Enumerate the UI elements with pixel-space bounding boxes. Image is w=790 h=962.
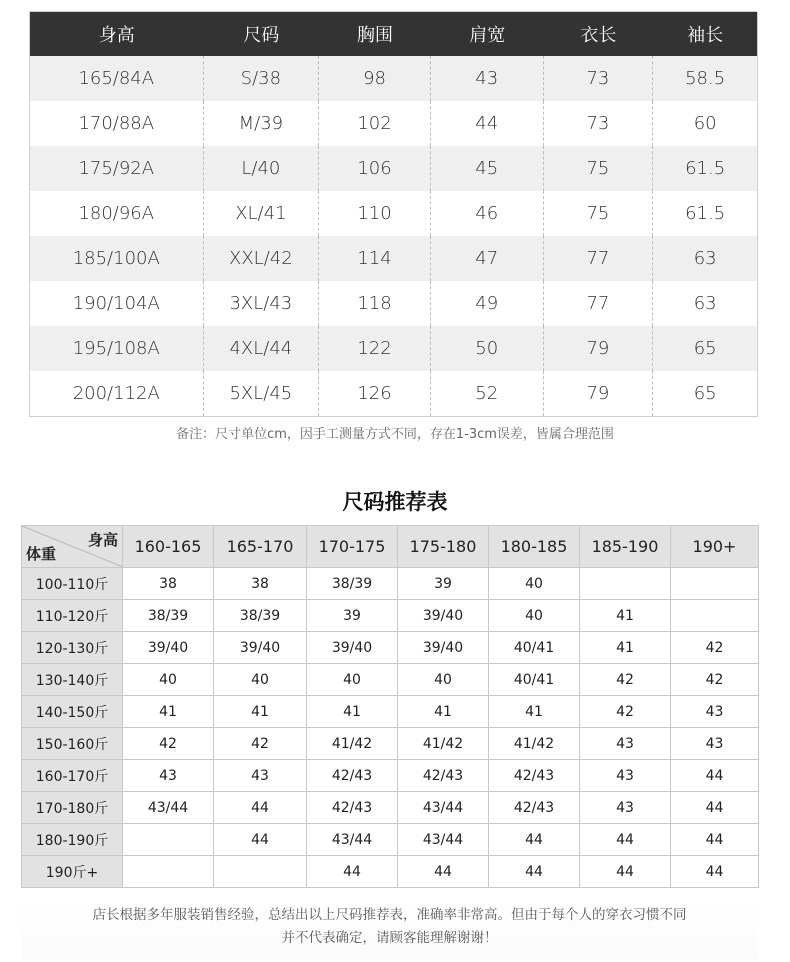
weight-row — [22, 728, 759, 760]
weight-range-label: 170-180斤 — [22, 792, 123, 824]
recommended-size-cell: 39/40 — [307, 632, 398, 664]
size-table-row — [30, 146, 757, 191]
recommended-size-cell: 41 — [489, 696, 580, 728]
recommended-size-cell: 40 — [307, 664, 398, 696]
cell-length: 73 — [544, 56, 654, 101]
cell-length: 79 — [544, 326, 654, 371]
cell-size: S/38 — [204, 56, 320, 101]
weight-range-label: 130-140斤 — [22, 664, 123, 696]
header-height: 身高 — [98, 25, 135, 46]
weight-row — [22, 696, 759, 728]
recommended-size-cell: 39/40 — [398, 632, 489, 664]
cell-height: 180/96A — [30, 191, 204, 236]
size-table-row — [30, 281, 757, 326]
recommended-size-cell: 39/40 — [214, 632, 307, 664]
cell-shoulder: 47 — [431, 236, 544, 281]
cell-size: XXL/42 — [204, 236, 320, 281]
size-table-row — [30, 101, 757, 146]
cell-size: 5XL/45 — [204, 371, 320, 416]
recommendation-title: 尺码推荐表 — [342, 490, 448, 514]
weight-range-label: 160-170斤 — [22, 760, 123, 792]
height-range-header: 160-165 — [123, 526, 214, 568]
cell-chest: 110 — [319, 191, 431, 236]
recommended-size-cell: 42 — [671, 632, 759, 664]
weight-range-label: 120-130斤 — [22, 632, 123, 664]
recommendation-header-row — [22, 526, 759, 568]
header-size: 尺码 — [243, 25, 280, 46]
height-range-header: 190+ — [671, 526, 759, 568]
recommended-size-cell — [671, 568, 759, 600]
cell-size: 4XL/44 — [204, 326, 320, 371]
recommended-size-cell: 43 — [580, 760, 671, 792]
recommended-size-cell: 42/43 — [398, 760, 489, 792]
size-table-row — [30, 56, 757, 101]
cell-sleeve: 58.5 — [685, 68, 726, 89]
cell-size: M/39 — [204, 101, 320, 146]
recommended-size-cell: 42/43 — [489, 760, 580, 792]
recommended-size-cell: 42 — [671, 664, 759, 696]
cell-size: 3XL/43 — [204, 281, 320, 326]
cell-chest: 126 — [319, 371, 431, 416]
height-range-header: 180-185 — [489, 526, 580, 568]
recommended-size-cell: 44 — [671, 856, 759, 888]
recommended-size-cell: 41 — [580, 600, 671, 632]
recommended-size-cell: 41 — [398, 696, 489, 728]
recommended-size-cell: 41 — [307, 696, 398, 728]
recommended-size-cell: 43 — [671, 728, 759, 760]
recommended-size-cell: 40 — [123, 664, 214, 696]
cell-shoulder: 50 — [431, 326, 544, 371]
recommended-size-cell: 40/41 — [489, 632, 580, 664]
cell-chest: 102 — [319, 101, 431, 146]
recommended-size-cell: 39 — [398, 568, 489, 600]
size-table-row — [30, 236, 757, 281]
corner-weight-label: 体重 — [26, 545, 57, 563]
recommended-size-cell: 42/43 — [307, 760, 398, 792]
size-table — [29, 11, 758, 417]
recommendation-body — [22, 568, 759, 888]
recommended-size-cell: 38 — [214, 568, 307, 600]
cell-height: 165/84A — [30, 56, 204, 101]
corner-cell — [22, 526, 123, 568]
recommended-size-cell: 43 — [580, 792, 671, 824]
recommended-size-cell: 41 — [123, 696, 214, 728]
recommended-size-cell: 41/42 — [398, 728, 489, 760]
cell-height: 170/88A — [30, 101, 204, 146]
weight-range-label: 180-190斤 — [22, 824, 123, 856]
recommended-size-cell: 42 — [580, 696, 671, 728]
cell-chest: 114 — [319, 236, 431, 281]
weight-row — [22, 632, 759, 664]
recommendation-table — [21, 525, 759, 888]
cell-chest: 106 — [319, 146, 431, 191]
size-table-row — [30, 191, 757, 236]
cell-sleeve: 61.5 — [685, 203, 726, 224]
size-table-row — [30, 371, 757, 416]
recommended-size-cell: 39 — [307, 600, 398, 632]
cell-length: 75 — [544, 146, 654, 191]
weight-row — [22, 568, 759, 600]
note-line-1: 店长根据多年服装销售经验，总结出以上尺码推荐表，准确率非常高。但由于每个人的穿衣习惯不同 — [92, 907, 687, 923]
recommendation-note — [21, 898, 758, 960]
recommended-size-cell — [580, 568, 671, 600]
cell-shoulder: 52 — [431, 371, 544, 416]
measurement-note: 备注：尺寸单位cm，因手工测量方式不同，存在1-3cm误差，皆属合理范围 — [176, 427, 614, 442]
weight-range-label: 150-160斤 — [22, 728, 123, 760]
recommended-size-cell: 41 — [214, 696, 307, 728]
header-sleeve: 袖长 — [687, 25, 724, 46]
cell-sleeve: 60 — [693, 113, 717, 134]
recommended-size-cell: 43 — [580, 728, 671, 760]
recommended-size-cell: 43 — [214, 760, 307, 792]
cell-size: L/40 — [204, 146, 320, 191]
cell-sleeve: 63 — [693, 293, 717, 314]
recommended-size-cell: 42 — [214, 728, 307, 760]
recommended-size-cell: 42 — [123, 728, 214, 760]
cell-length: 77 — [544, 281, 654, 326]
recommended-size-cell: 44 — [671, 760, 759, 792]
recommended-size-cell: 44 — [580, 824, 671, 856]
weight-range-label: 100-110斤 — [22, 568, 123, 600]
height-range-header: 165-170 — [214, 526, 307, 568]
recommended-size-cell: 44 — [671, 824, 759, 856]
size-table-body — [30, 56, 757, 416]
height-range-header: 185-190 — [580, 526, 671, 568]
recommended-size-cell: 44 — [671, 792, 759, 824]
recommended-size-cell: 40 — [398, 664, 489, 696]
recommended-size-cell: 44 — [214, 792, 307, 824]
recommended-size-cell: 42/43 — [489, 792, 580, 824]
recommended-size-cell: 40 — [489, 568, 580, 600]
recommended-size-cell: 43/44 — [398, 792, 489, 824]
recommended-size-cell: 43 — [671, 696, 759, 728]
cell-size: XL/41 — [204, 191, 320, 236]
cell-sleeve: 65 — [693, 338, 717, 359]
weight-row — [22, 824, 759, 856]
note-line-2: 并不代表确定，请顾客能理解谢谢！ — [281, 930, 498, 946]
cell-height: 175/92A — [30, 146, 204, 191]
weight-row — [22, 760, 759, 792]
cell-chest: 122 — [319, 326, 431, 371]
cell-sleeve: 61.5 — [685, 158, 726, 179]
recommended-size-cell: 38 — [123, 568, 214, 600]
weight-row — [22, 792, 759, 824]
cell-shoulder: 46 — [431, 191, 544, 236]
recommended-size-cell: 44 — [398, 856, 489, 888]
recommended-size-cell: 40 — [214, 664, 307, 696]
cell-height: 195/108A — [30, 326, 204, 371]
header-chest: 胸围 — [357, 25, 394, 46]
recommended-size-cell: 38/39 — [123, 600, 214, 632]
recommended-size-cell: 40/41 — [489, 664, 580, 696]
recommended-size-cell — [214, 856, 307, 888]
recommended-size-cell: 44 — [489, 856, 580, 888]
recommended-size-cell: 42 — [580, 664, 671, 696]
weight-row — [22, 856, 759, 888]
recommended-size-cell: 43 — [123, 760, 214, 792]
cell-height: 200/112A — [30, 371, 204, 416]
cell-chest: 98 — [319, 56, 431, 101]
recommended-size-cell: 41/42 — [307, 728, 398, 760]
recommended-size-cell: 44 — [580, 856, 671, 888]
recommended-size-cell: 39/40 — [123, 632, 214, 664]
cell-shoulder: 44 — [431, 101, 544, 146]
recommended-size-cell: 38/39 — [214, 600, 307, 632]
weight-row — [22, 664, 759, 696]
recommended-size-cell: 44 — [214, 824, 307, 856]
recommended-size-cell — [123, 824, 214, 856]
cell-height: 190/104A — [30, 281, 204, 326]
weight-row — [22, 600, 759, 632]
recommended-size-cell: 43/44 — [398, 824, 489, 856]
cell-shoulder: 45 — [431, 146, 544, 191]
recommended-size-cell: 40 — [489, 600, 580, 632]
cell-sleeve: 65 — [693, 383, 717, 404]
cell-shoulder: 43 — [431, 56, 544, 101]
recommended-size-cell — [123, 856, 214, 888]
recommended-size-cell: 43/44 — [123, 792, 214, 824]
header-shoulder: 肩宽 — [469, 25, 506, 46]
cell-chest: 118 — [319, 281, 431, 326]
size-table-row — [30, 326, 757, 371]
recommended-size-cell — [671, 600, 759, 632]
recommended-size-cell: 41/42 — [489, 728, 580, 760]
cell-length: 73 — [544, 101, 654, 146]
cell-length: 77 — [544, 236, 654, 281]
cell-height: 185/100A — [30, 236, 204, 281]
recommended-size-cell: 38/39 — [307, 568, 398, 600]
height-range-header: 175-180 — [398, 526, 489, 568]
recommended-size-cell: 43/44 — [307, 824, 398, 856]
recommended-size-cell: 44 — [489, 824, 580, 856]
weight-range-label: 140-150斤 — [22, 696, 123, 728]
recommended-size-cell: 39/40 — [398, 600, 489, 632]
cell-length: 75 — [544, 191, 654, 236]
recommended-size-cell: 41 — [580, 632, 671, 664]
weight-range-label: 110-120斤 — [22, 600, 123, 632]
size-table-header — [30, 12, 757, 56]
recommended-size-cell: 44 — [307, 856, 398, 888]
header-length: 衣长 — [580, 25, 617, 46]
height-range-header: 170-175 — [307, 526, 398, 568]
cell-shoulder: 49 — [431, 281, 544, 326]
cell-sleeve: 63 — [693, 248, 717, 269]
weight-range-label: 190斤+ — [22, 856, 123, 888]
corner-height-label: 身高 — [87, 531, 118, 549]
cell-length: 79 — [544, 371, 654, 416]
recommended-size-cell: 42/43 — [307, 792, 398, 824]
